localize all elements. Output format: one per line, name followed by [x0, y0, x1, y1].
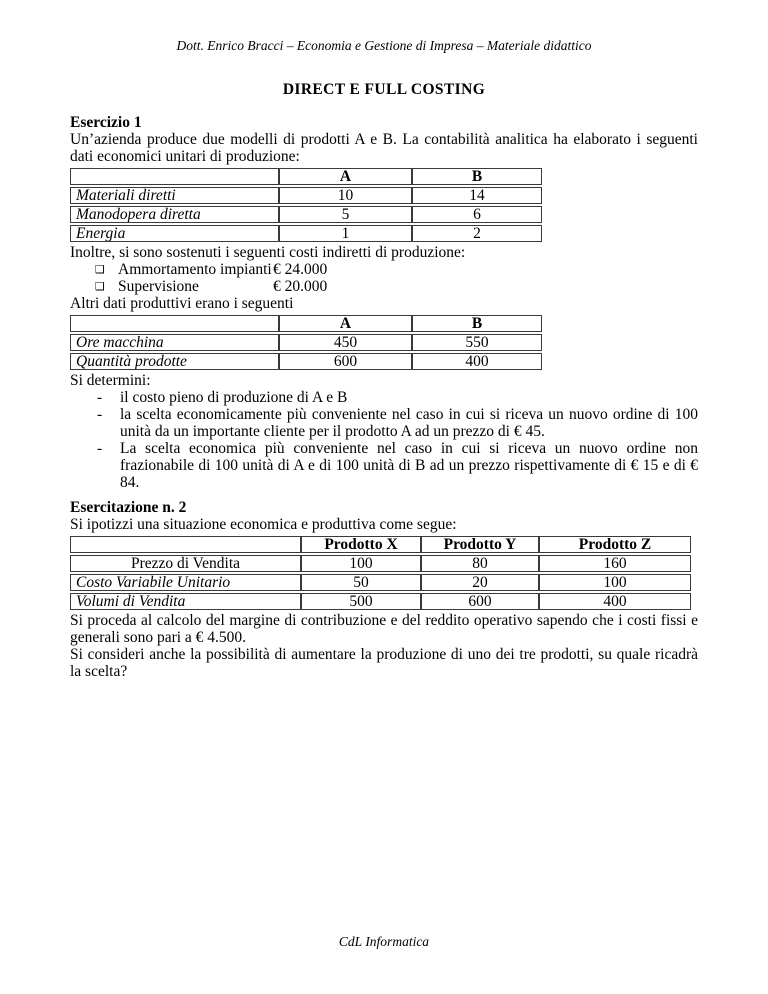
- unit-cost-table: [70, 166, 542, 244]
- table-cell: 1: [279, 225, 412, 242]
- indirect-cost-item: [70, 261, 698, 278]
- document-header: Dott. Enrico Bracci – Economia e Gestione di Impresa – Materiale didattico: [176, 38, 592, 53]
- table-cell: Energia: [70, 225, 279, 242]
- table-cell: 450: [279, 334, 412, 351]
- table-cell: 50: [301, 574, 421, 591]
- table-cell: 160: [539, 555, 691, 572]
- tasks-intro: Si determini:: [70, 372, 151, 389]
- table-cell: Volumi di Vendita: [70, 593, 301, 610]
- table-cell: 600: [421, 593, 539, 610]
- table-cell: Ore macchina: [70, 334, 279, 351]
- exercise1-intro: Un’azienda produce due modelli di prodotti A e B. La contabilità analitica ha elaborato i seguenti dati economici unitari di produzione:: [70, 131, 698, 165]
- table-header-cell: Prodotto Y: [421, 536, 539, 553]
- exercise2-question1: Si proceda al calcolo del margine di contribuzione e del reddito operativo sapendo che i costi fissi e generali sono pari a € 4.500.: [70, 612, 698, 646]
- table-cell: 6: [412, 206, 542, 223]
- products-table: [70, 534, 691, 612]
- indirect-cost-label: Ammortamento impianti: [118, 261, 272, 278]
- table-cell: Materiali diretti: [70, 187, 279, 204]
- table-header-row: [70, 315, 542, 332]
- exercise2-question2: Si consideri anche la possibilità di aumentare la produzione di uno dei tre prodotti, su quale ricadrà la scelta?: [70, 646, 698, 680]
- table-cell: Manodopera diretta: [70, 206, 279, 223]
- indirect-cost-item: [70, 278, 698, 295]
- table-header-row: [70, 168, 542, 185]
- table-header-cell: [70, 168, 279, 185]
- table-cell: 550: [412, 334, 542, 351]
- table-header-cell: A: [279, 168, 412, 185]
- indirect-cost-amount: € 20.000: [273, 278, 328, 295]
- square-bullet-icon: ❑: [95, 280, 105, 293]
- table-cell: 600: [279, 353, 412, 370]
- table-cell: Costo Variabile Unitario: [70, 574, 301, 591]
- table-row: [70, 353, 542, 370]
- dash-bullet: -: [97, 406, 103, 423]
- table-row: [70, 555, 691, 572]
- table-cell: Quantità prodotte: [70, 353, 279, 370]
- table-cell: 2: [412, 225, 542, 242]
- task-item: [70, 440, 698, 491]
- table-header-cell: B: [412, 168, 542, 185]
- dash-bullet: -: [97, 389, 103, 406]
- table-header-cell: [70, 315, 279, 332]
- table-cell: 500: [301, 593, 421, 610]
- table-row: [70, 593, 691, 610]
- task-item: [70, 389, 698, 406]
- table-header-cell: A: [279, 315, 412, 332]
- table-cell: 400: [539, 593, 691, 610]
- dash-bullet: -: [97, 440, 103, 457]
- table-row: [70, 334, 542, 351]
- indirect-cost-amount: € 24.000: [273, 261, 328, 278]
- indirect-costs-intro: Inoltre, si sono sostenuti i seguenti costi indiretti di produzione:: [70, 244, 466, 261]
- table-cell: Prezzo di Vendita: [70, 555, 301, 572]
- task-text: il costo pieno di produzione di A e B: [120, 389, 348, 406]
- production-data-table: [70, 313, 542, 372]
- table-cell: 14: [412, 187, 542, 204]
- table-row: [70, 206, 542, 223]
- table-header-cell: [70, 536, 301, 553]
- table-header-cell: B: [412, 315, 542, 332]
- table-cell: 100: [301, 555, 421, 572]
- square-bullet-icon: ❑: [95, 263, 105, 276]
- task-text: La scelta economica più conveniente nel caso in cui si riceva un nuovo ordine non frazionabile di 100 unità di A e di 100 unità di B ad un prezzo rispettivamente di € 15 e di € 84.: [120, 440, 698, 491]
- table-cell: 400: [412, 353, 542, 370]
- task-text: la scelta economicamente più conveniente nel caso in cui si riceva un nuovo ordine di 100 unità da un importante cliente per il prodotto A ad un prezzo di € 45.: [120, 406, 698, 440]
- document-footer: CdL Informatica: [338, 934, 430, 949]
- table-cell: 20: [421, 574, 539, 591]
- table-cell: 100: [539, 574, 691, 591]
- exercise2-heading: Esercitazione n. 2: [70, 499, 187, 516]
- exercise1-heading: Esercizio 1: [70, 114, 142, 131]
- indirect-cost-label: Supervisione: [118, 278, 199, 295]
- exercise2-intro: Si ipotizzi una situazione economica e produttiva come segue:: [70, 516, 457, 533]
- other-data-intro: Altri dati produttivi erano i seguenti: [70, 295, 294, 312]
- document-title: DIRECT E FULL COSTING: [282, 81, 486, 98]
- table-row: [70, 574, 691, 591]
- table-row: [70, 225, 542, 242]
- table-cell: 80: [421, 555, 539, 572]
- table-cell: 5: [279, 206, 412, 223]
- table-header-cell: Prodotto Z: [539, 536, 691, 553]
- table-header-row: [70, 536, 691, 553]
- task-item: [70, 406, 698, 440]
- table-header-cell: Prodotto X: [301, 536, 421, 553]
- table-cell: 10: [279, 187, 412, 204]
- table-row: [70, 187, 542, 204]
